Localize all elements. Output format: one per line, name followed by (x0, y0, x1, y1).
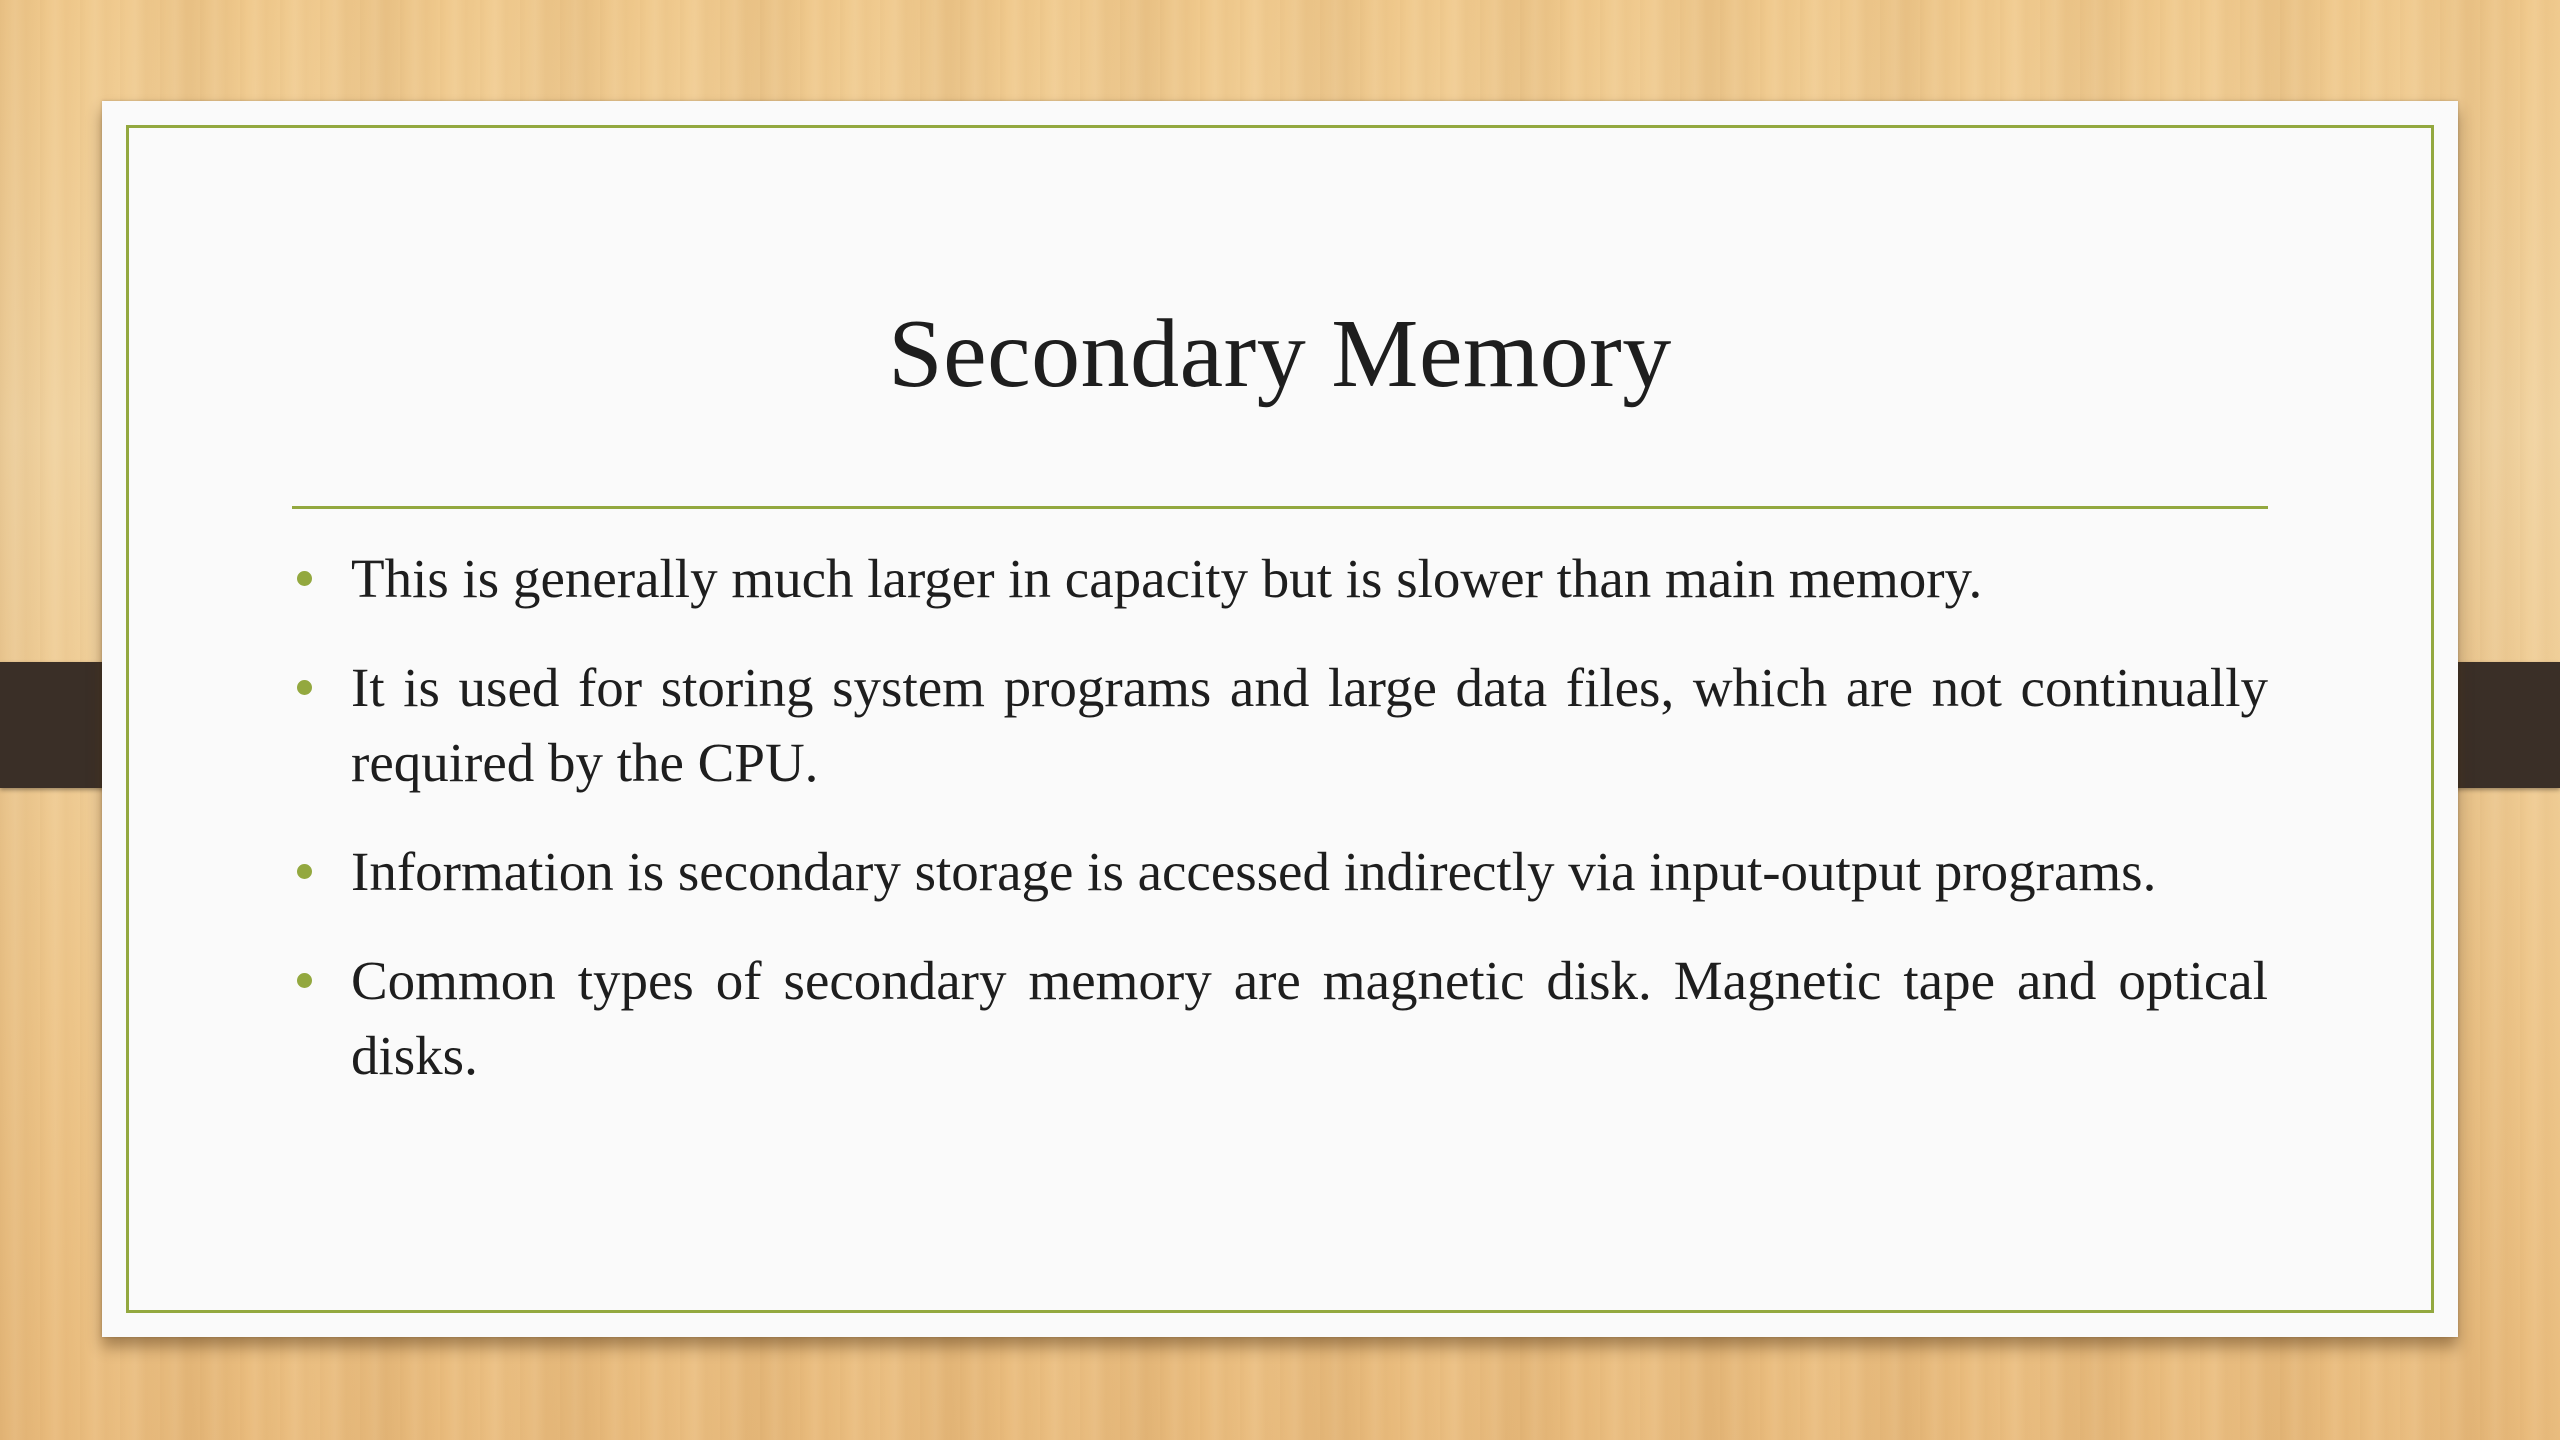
bullet-dot-icon (297, 864, 312, 879)
bullet-text: This is generally much larger in capacity but is slower than main memory. (351, 548, 1983, 609)
bullet-dot-icon (297, 571, 312, 586)
bullet-dot-icon (297, 973, 312, 988)
bullet-text: Common types of secondary memory are magnetic disk. Magnetic tape and optical disks. (351, 950, 2268, 1086)
bullet-item (292, 541, 2268, 616)
bullet-list (292, 541, 2268, 1127)
bullet-text: It is used for storing system programs and large data files, which are not continually required by the CPU. (351, 657, 2268, 793)
bullet-item (292, 943, 2268, 1093)
slide-title: Secondary Memory (888, 300, 1672, 408)
bullet-text: Information is secondary storage is accessed indirectly via input-output programs. (351, 841, 2157, 902)
bullet-item (292, 834, 2268, 909)
bullet-item (292, 650, 2268, 800)
bullet-dot-icon (297, 680, 312, 695)
slide (102, 101, 2458, 1337)
title-divider (292, 506, 2268, 509)
